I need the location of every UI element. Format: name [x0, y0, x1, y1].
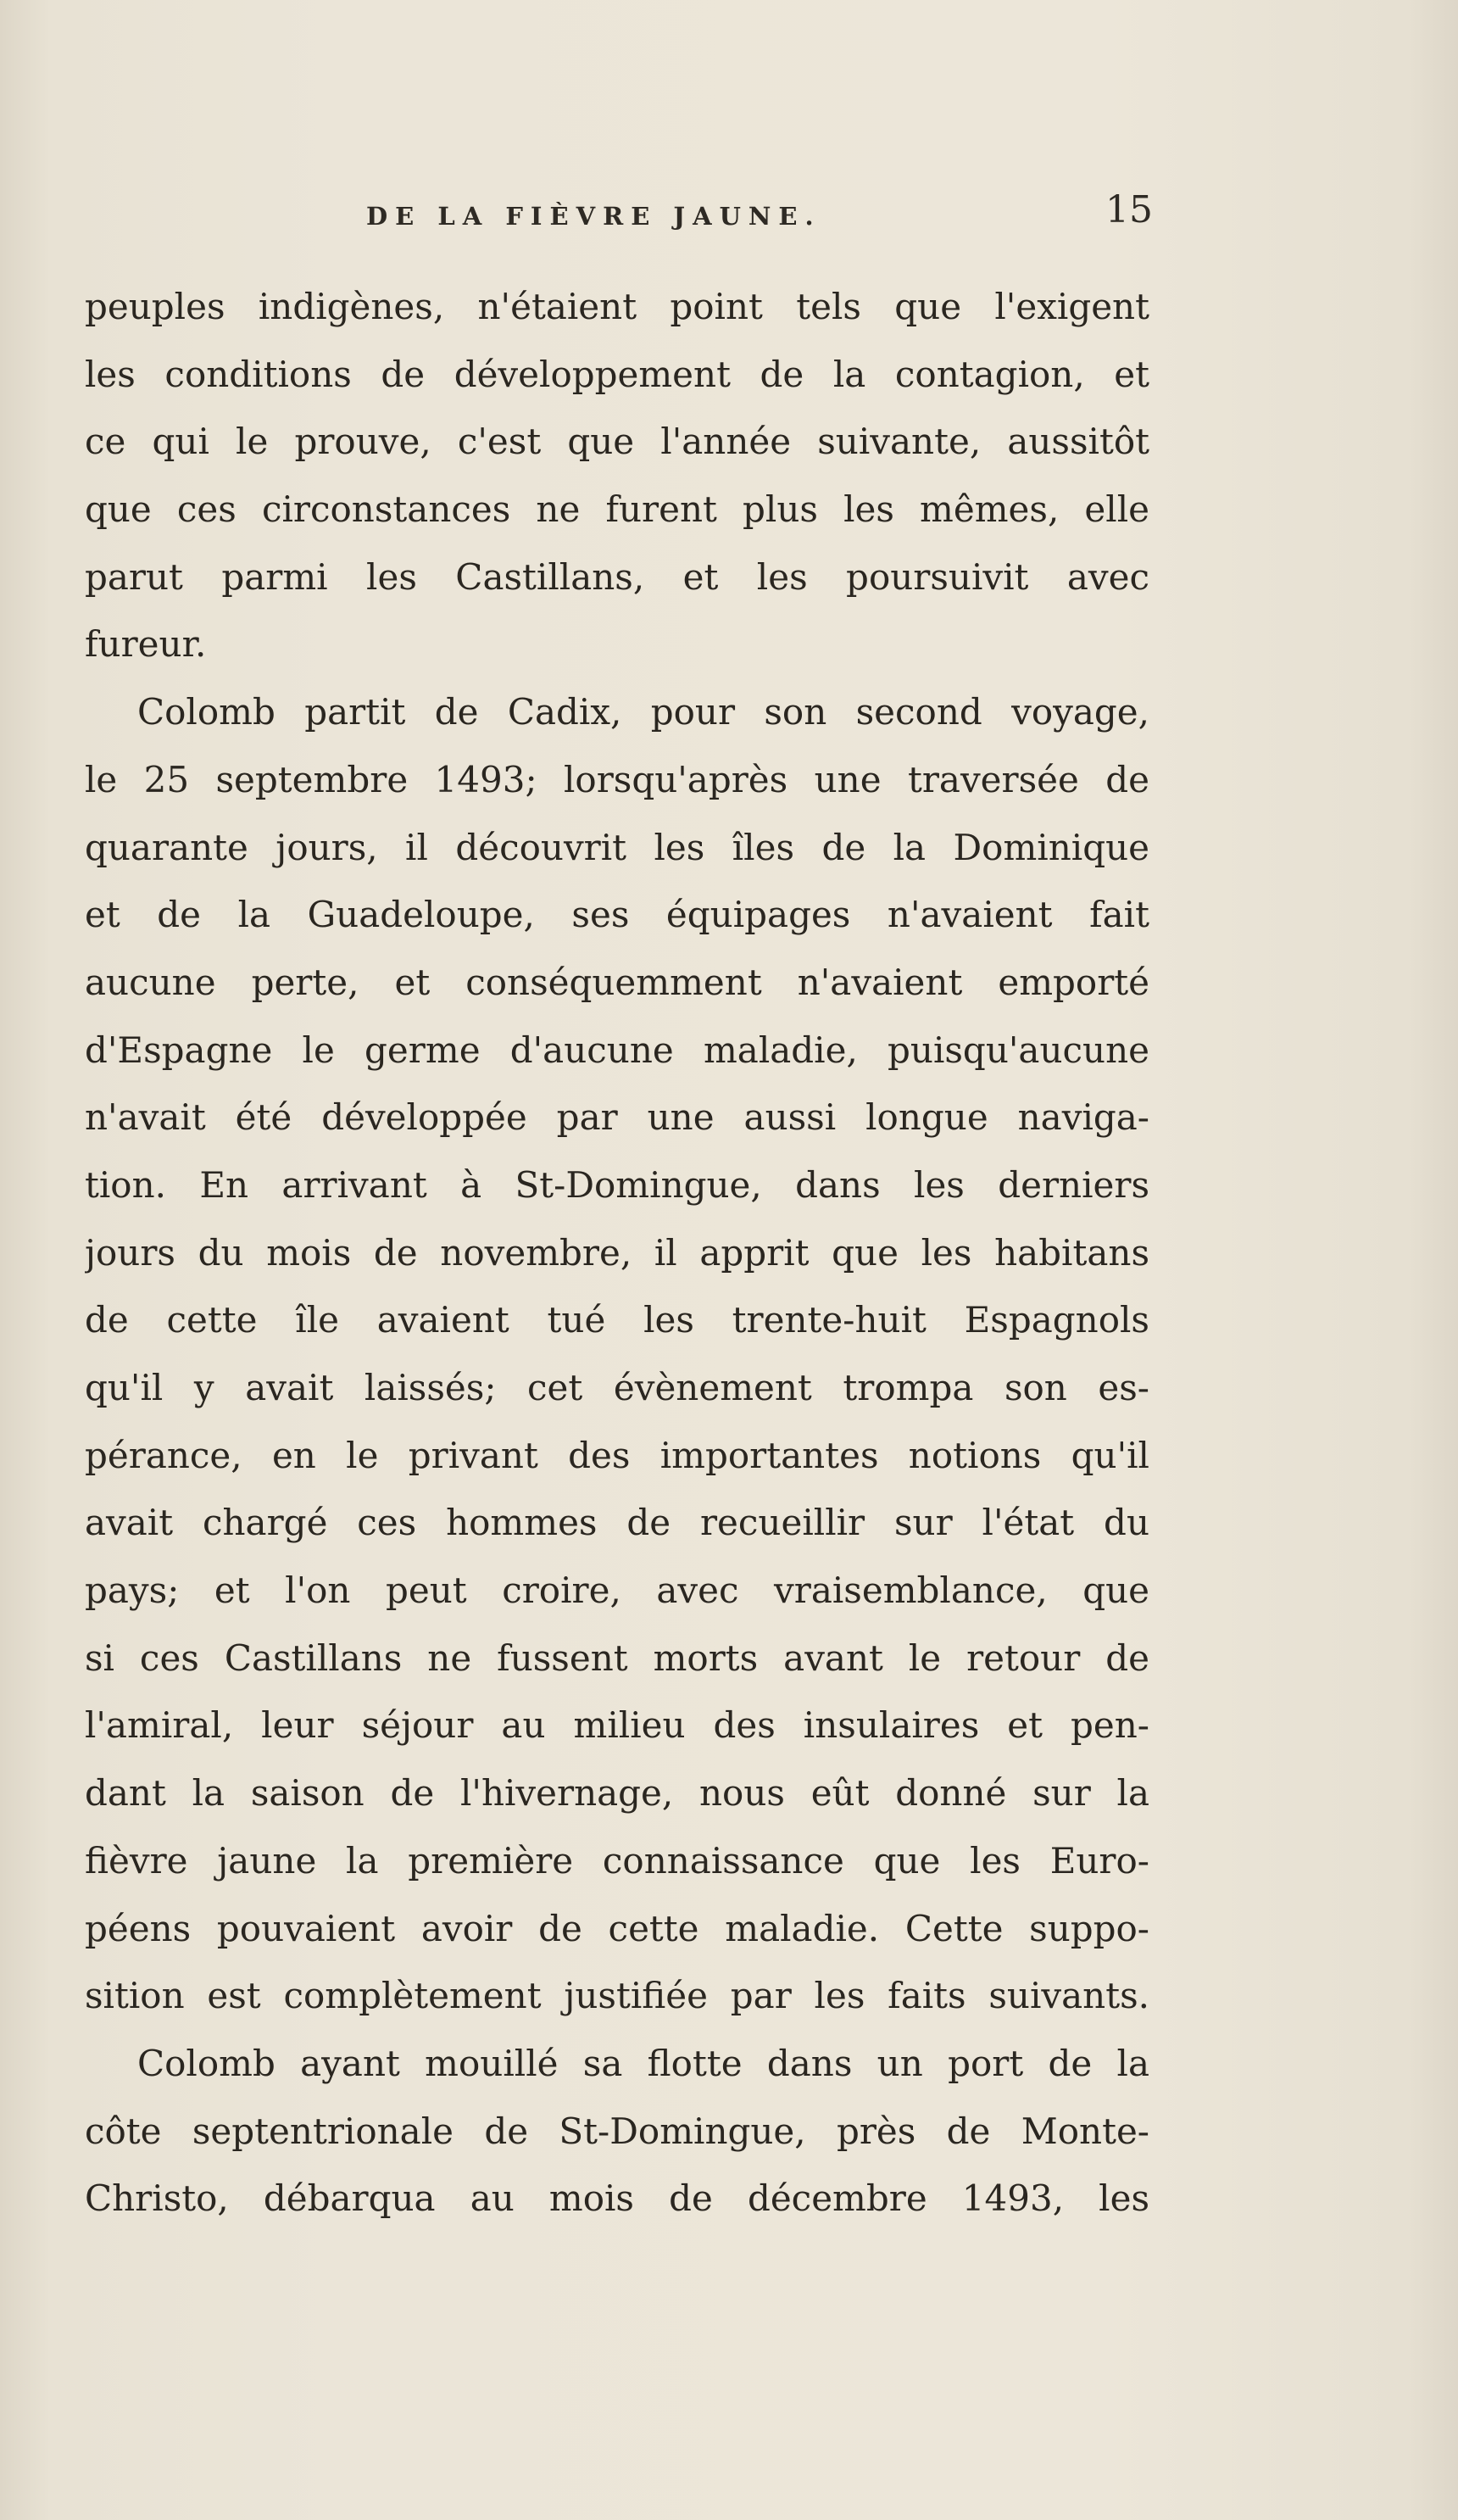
text-line: tion. En arrivant à St-Domingue, dans les derniers: [85, 1163, 1149, 1206]
text-line: que ces circonstances ne furent plus les mêmes, elle: [85, 488, 1149, 531]
text-line: Colomb partit de Cadix, pour son second voyage,: [137, 691, 1149, 733]
text-line: fièvre jaune la première connaissance que les Euro-: [85, 1839, 1149, 1882]
text-line: l'amiral, leur séjour au milieu des insulaires et pen-: [85, 1704, 1149, 1747]
text-line: parut parmi les Castillans, et les poursuivit avec: [85, 555, 1149, 598]
text-line: dant la saison de l'hivernage, nous eût donné sur la: [85, 1772, 1149, 1815]
text-line: Christo, débarqua au mois de décembre 1493, les: [85, 2177, 1149, 2220]
text-line: péens pouvaient avoir de cette maladie. Cette suppo-: [85, 1907, 1149, 1949]
page-number: 15: [1105, 188, 1153, 231]
text-line: le 25 septembre 1493; lorsqu'après une traversée de: [85, 758, 1149, 800]
text-line: avait chargé ces hommes de recueillir sur l'état du: [85, 1502, 1149, 1544]
text-line: fureur.: [85, 623, 207, 666]
text-line: de cette île avaient tué les trente-huit Espagnols: [85, 1299, 1149, 1341]
text-line: qu'il y avait laissés; cet évènement trompa son es-: [85, 1367, 1149, 1408]
paragraph: [85, 678, 1149, 2030]
body-text: [85, 273, 1149, 2233]
text-line: les conditions de développement de la contagion, et: [85, 353, 1149, 395]
text-line: sition est complètement justifiée par les faits suivants.: [85, 1975, 1149, 2017]
text-line: d'Espagne le germe d'aucune maladie, puisqu'aucune: [85, 1029, 1149, 1071]
text-line: pérance, en le privant des importantes notions qu'il: [85, 1434, 1149, 1476]
running-title: DE LA FIÈVRE JAUNE.: [366, 202, 821, 231]
paragraph: [85, 2030, 1149, 2233]
text-line: côte septentrionale de St-Domingue, près de Monte-: [85, 2110, 1149, 2152]
text-line: n'avait été développée par une aussi longue naviga-: [85, 1096, 1149, 1139]
text-line: Colomb ayant mouillé sa flotte dans un port de la: [137, 2042, 1149, 2084]
text-line: ce qui le prouve, c'est que l'année suivante, aussitôt: [85, 421, 1149, 463]
text-line: pays; et l'on peut croire, avec vraisemblance, que: [85, 1569, 1149, 1612]
text-line: aucune perte, et conséquemment n'avaient emporté: [85, 961, 1149, 1003]
text-line: et de la Guadeloupe, ses équipages n'avaient fait: [85, 894, 1149, 936]
paragraph: [85, 273, 1149, 678]
text-line: si ces Castillans ne fussent morts avant le retour de: [85, 1636, 1149, 1679]
text-line: quarante jours, il découvrit les îles de la Dominique: [85, 826, 1149, 868]
text-line: jours du mois de novembre, il apprit que les habitans: [85, 1231, 1149, 1274]
text-line: peuples indigènes, n'étaient point tels que l'exigent: [85, 286, 1149, 327]
